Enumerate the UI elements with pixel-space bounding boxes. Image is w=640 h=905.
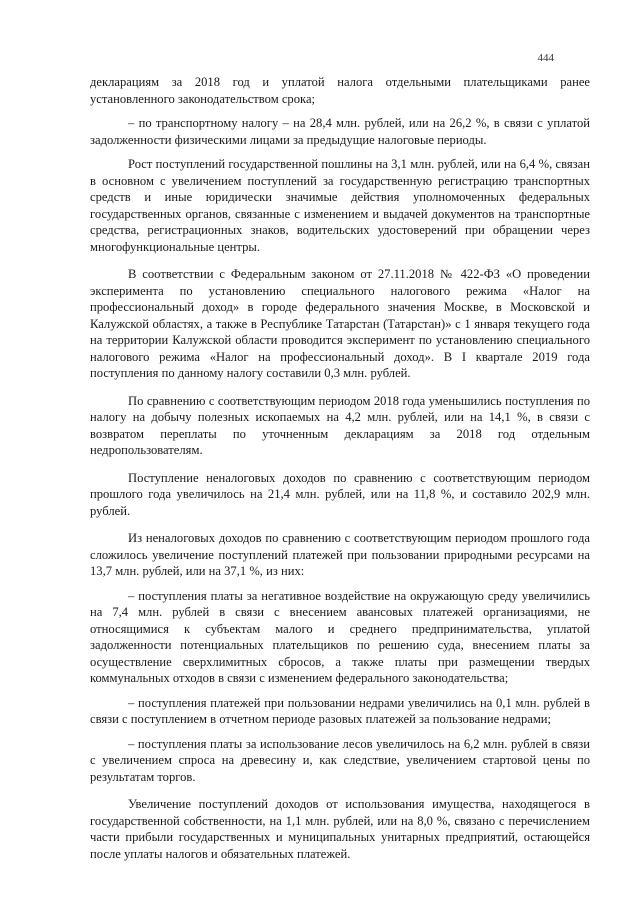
paragraph: В соответствии с Федеральным законом от 27.11.2018 № 422-ФЗ «О проведении эксперимента по установлению специального налогового режима «Налог на профессиональный доход» в городе федерального значения Москве, в Московской и Калужской областях, а также в Республике Татарстан (Татарстан)» с 1 января текущего года на территории Калужской области проводится эксперимент по установлению специального налогового режима «Налог на профессиональный доход». В I квартале 2019 года поступления по данному налогу составили 0,3 млн. рублей. xyxy=(90,267,590,380)
document-body xyxy=(90,74,590,873)
paragraph: По сравнению с соответствующим периодом 2018 года уменьшились поступления по налогу на добычу полезных ископаемых на 4,2 млн. рублей, или на 14,1 %, в связи с возвратом переплаты по уточненным декларациям за 2018 год отдельным недропользователям. xyxy=(90,393,590,457)
list-item: – поступления платы за использование лесов увеличилось на 6,2 млн. рублей в связи с увеличением спроса на древесину и, как следствие, увеличением стартовой цены по результатам торгов. xyxy=(90,736,590,784)
list-item: – по транспортному налогу – на 28,4 млн. рублей, или на 26,2 %, в связи с уплатой задолженности физическими лицами за предыдущие налоговые периоды. xyxy=(90,116,590,147)
paragraph: Из неналоговых доходов по сравнению с соответствующим периодом прошлого года сложилось увеличение поступлений платежей при пользовании природными ресурсами на 13,7 млн. рублей, или на 37,1 %, из них: xyxy=(90,531,590,578)
list-item: – поступления платы за негативное воздействие на окружающую среду увеличились на 7,4 млн. рублей в связи с внесением авансовых платежей организациями, не относящимися к субъектам малого и среднего предпринимательства, уплатой задолженности потенциальных плательщиков по решению суда, внесением платы за осуществление сверхлимитных сбросов, а также платы при размещении твердых коммунальных отходов в связи с изменением федерального законодательства; xyxy=(90,588,590,685)
list-item: – поступления платежей при пользовании недрами увеличились на 0,1 млн. рублей в связи с поступлением в отчетном периоде разовых платежей за пользование недрами; xyxy=(90,695,590,726)
page-number: 444 xyxy=(537,52,554,64)
paragraph: Рост поступлений государственной пошлины на 3,1 млн. рублей, или на 6,4 %, связан в основном с увеличением поступлений за государственную регистрацию транспортных средств и иные юридически значимые действия уполномоченных федеральных государственных органов, связанные с изменением и выдачей документов на транспортные средства, регистрационных знаков, водительских удостоверений при обращении через многофункциональные центры. xyxy=(90,157,590,254)
paragraph: Увеличение поступлений доходов от использования имущества, находящегося в государственной собственности, на 1,1 млн. рублей, или на 8,0 %, связано с перечислением части прибыли государственных и муниципальных унитарных предприятий, остающейся после уплаты налогов и обязательных платежей. xyxy=(90,797,590,861)
paragraph: декларациям за 2018 год и уплатой налога отдельными плательщиками ранее установленного законодательством срока; xyxy=(90,75,590,106)
paragraph: Поступление неналоговых доходов по сравнению с соответствующим периодом прошлого года увеличилось на 21,4 млн. рублей, или на 11,8 %, и составило 202,9 млн. рублей. xyxy=(90,470,590,518)
